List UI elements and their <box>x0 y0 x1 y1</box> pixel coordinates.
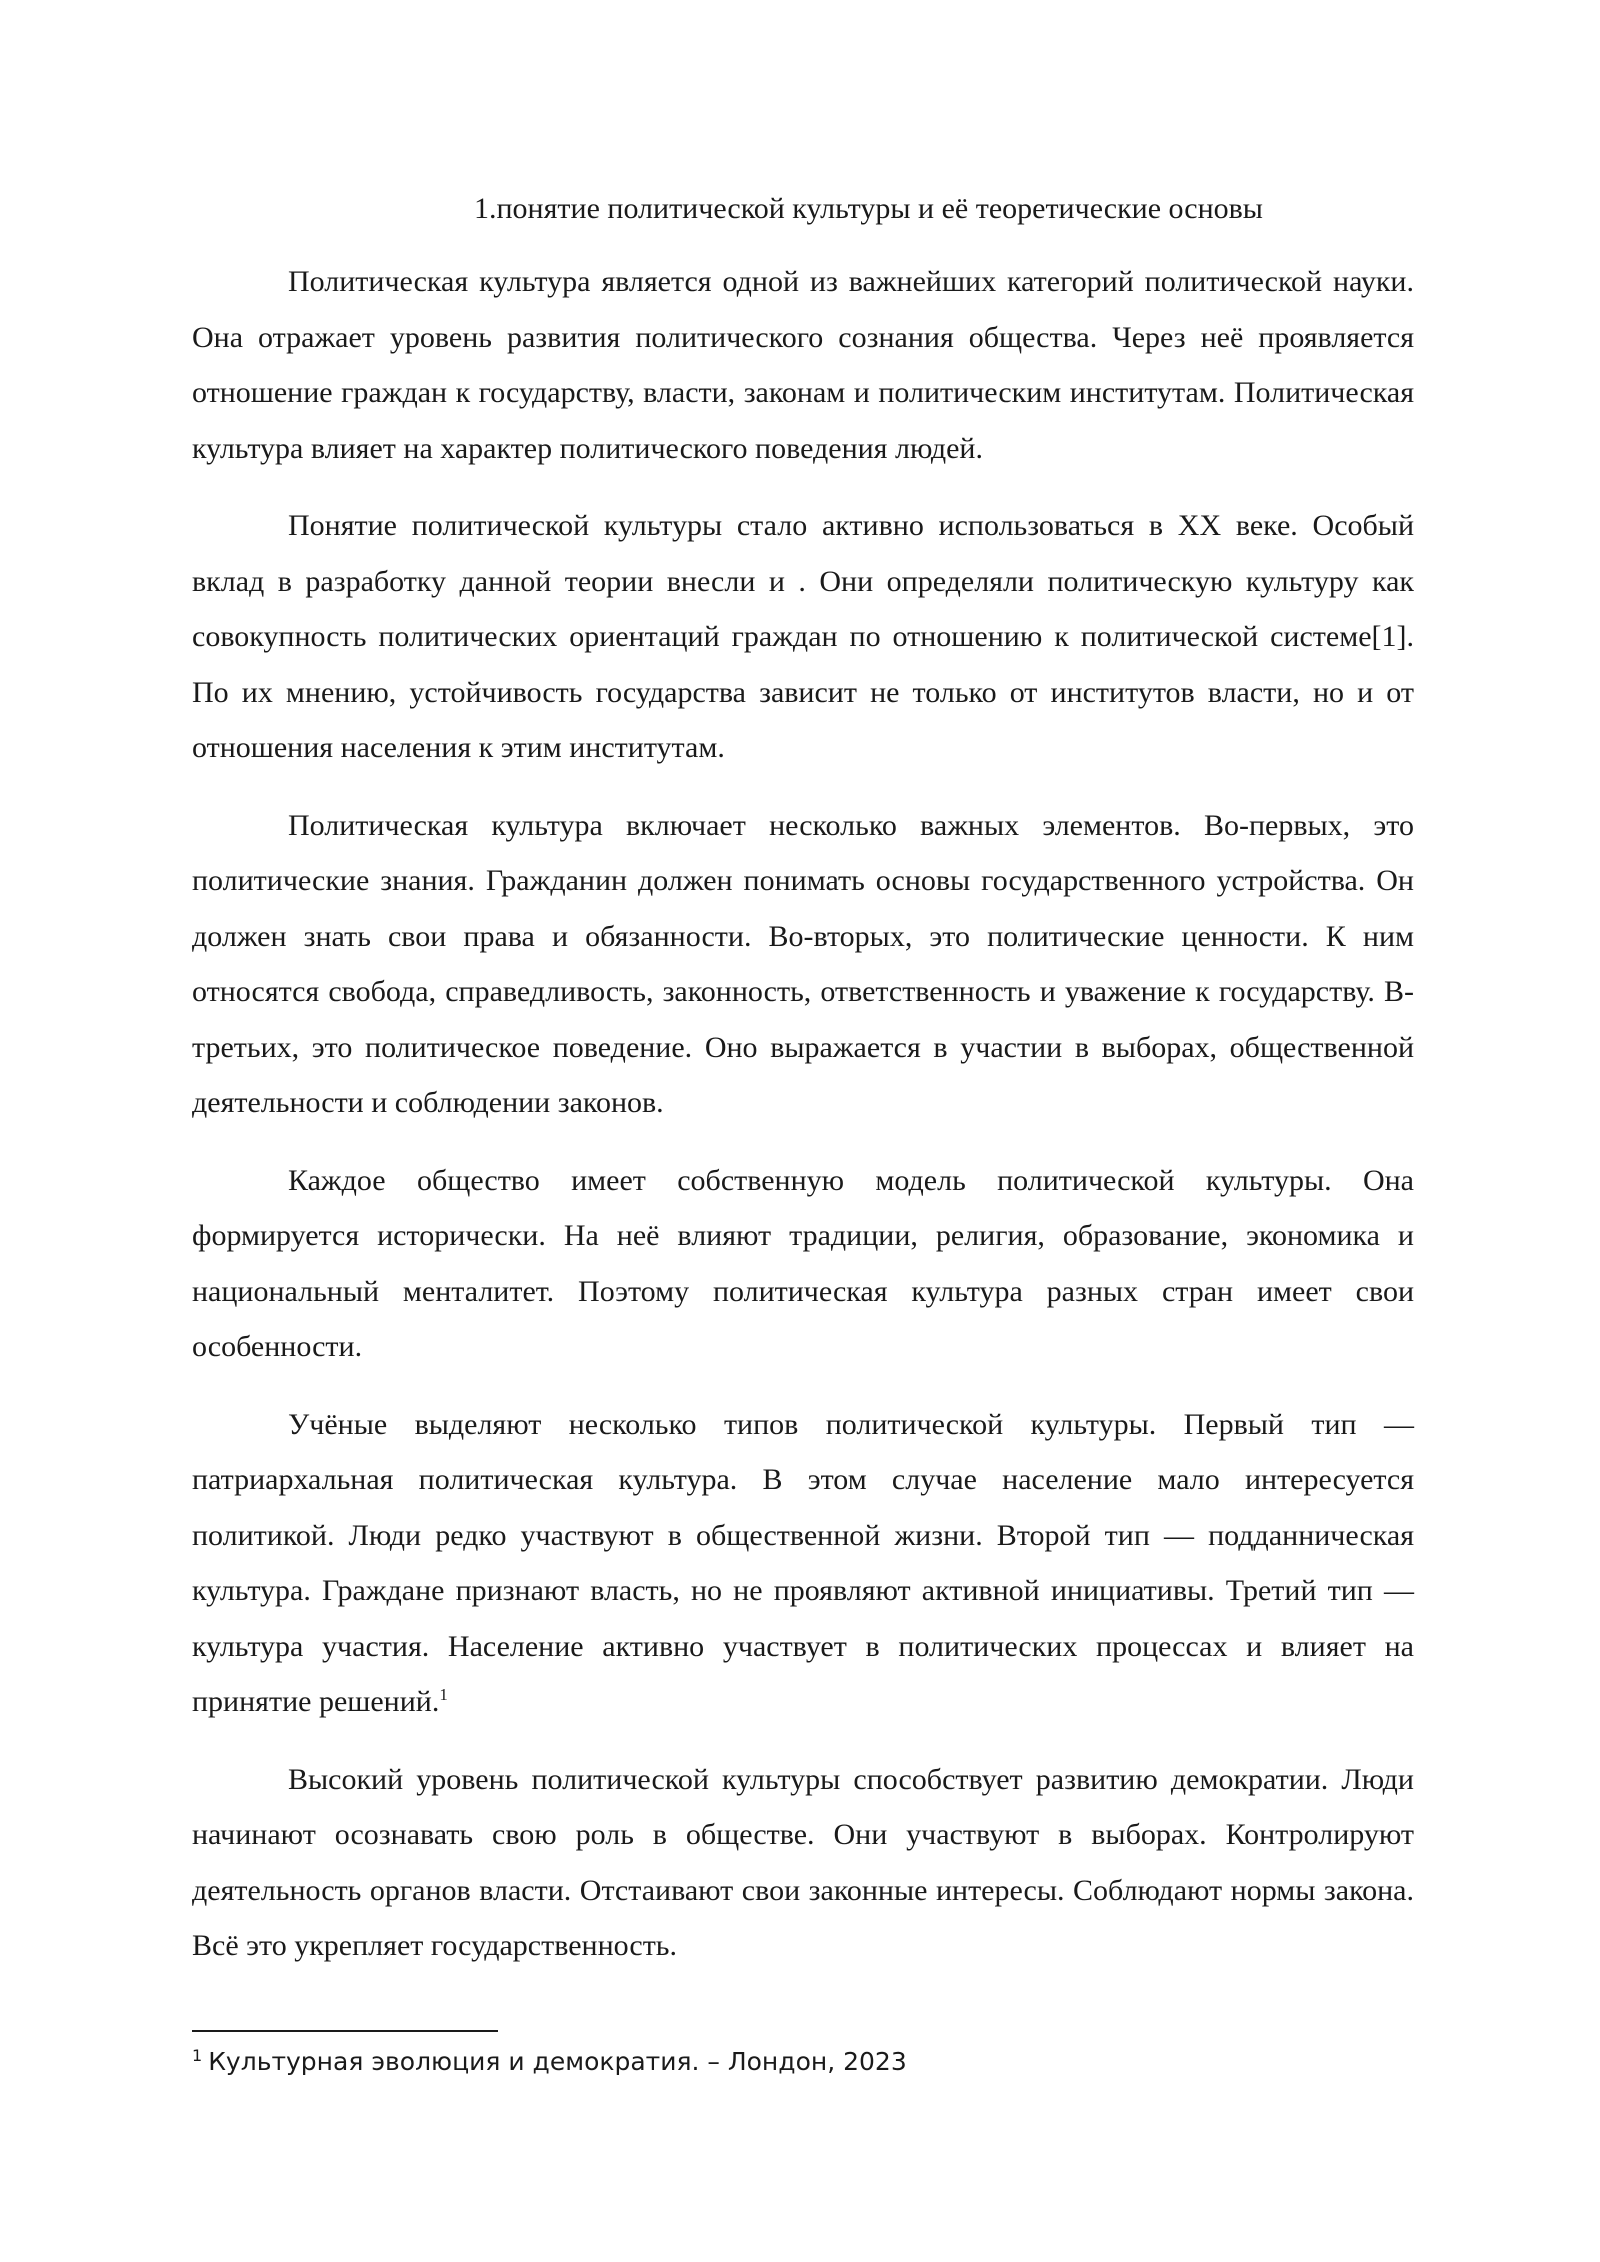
paragraph: Понятие политической культуры стало активно использоваться в XX веке. Особый вклад в разработку данной теории внесли и . Они определяли политическую культуру как совокупность политических ориентаций граждан по отношению к политической системе[1]. По их мнению, устойчивость государства зависит не только от институтов власти, но и от отношения населения к этим институтам. <box>192 509 1414 764</box>
section-heading: 1.понятие политической культуры и её теоретические основы <box>474 192 1263 225</box>
footnote-marker: 1 <box>192 2045 203 2065</box>
footnote-reference[interactable]: 1 <box>439 1685 448 1704</box>
paragraph: Каждое общество имеет собственную модель политической культуры. Она формируется исторически. На неё влияют традиции, религия, образование, экономика и национальный менталитет. Поэтому политическая культура разных стран имеет свои особенности. <box>192 1163 1414 1363</box>
paragraph-with-footnote <box>192 1397 1414 1730</box>
paragraph: Высокий уровень политической культуры способствует развитию демократии. Люди начинают осознавать свою роль в обществе. Они участвуют в выборах. Контролируют деятельность органов власти. Отстаивают свои законные интересы. Соблюдают нормы закона. Всё это укрепляет государственность. <box>192 1762 1414 1962</box>
paragraph: Политическая культура включает несколько важных элементов. Во-первых, это политические знания. Гражданин должен понимать основы государственного устройства. Он должен знать свои права и обязанности. Во-вторых, это политические ценности. К ним относятся свобода, справедливость, законность, ответственность и уважение к государству. В-третьих, это политическое поведение. Оно выражается в участии в выборах, общественной деятельности и соблюдении законов. <box>192 808 1414 1119</box>
document-body <box>192 186 1414 1996</box>
footnote-separator <box>192 2030 498 2032</box>
footnote <box>192 2044 1414 2080</box>
paragraph-text: Учёные выделяют несколько типов политической культуры. Первый тип — патриархальная политическая культура. В этом случае население мало интересуется политикой. Люди редко участвуют в общественной жизни. Второй тип — подданническая культура. Граждане признают власть, но не проявляют активной инициативы. Третий тип — культура участия. Население активно участвует в политических процессах и влияет на принятие решений. <box>192 1407 1414 1718</box>
footnote-text: Культурная эволюция и демократия. – Лондон, 2023 <box>208 2047 907 2076</box>
paragraph: Политическая культура является одной из важнейших категорий политической науки. Она отражает уровень развития политического сознания общества. Через неё проявляется отношение граждан к государству, власти, законам и политическим институтам. Политическая культура влияет на характер политического поведения людей. <box>192 265 1414 465</box>
